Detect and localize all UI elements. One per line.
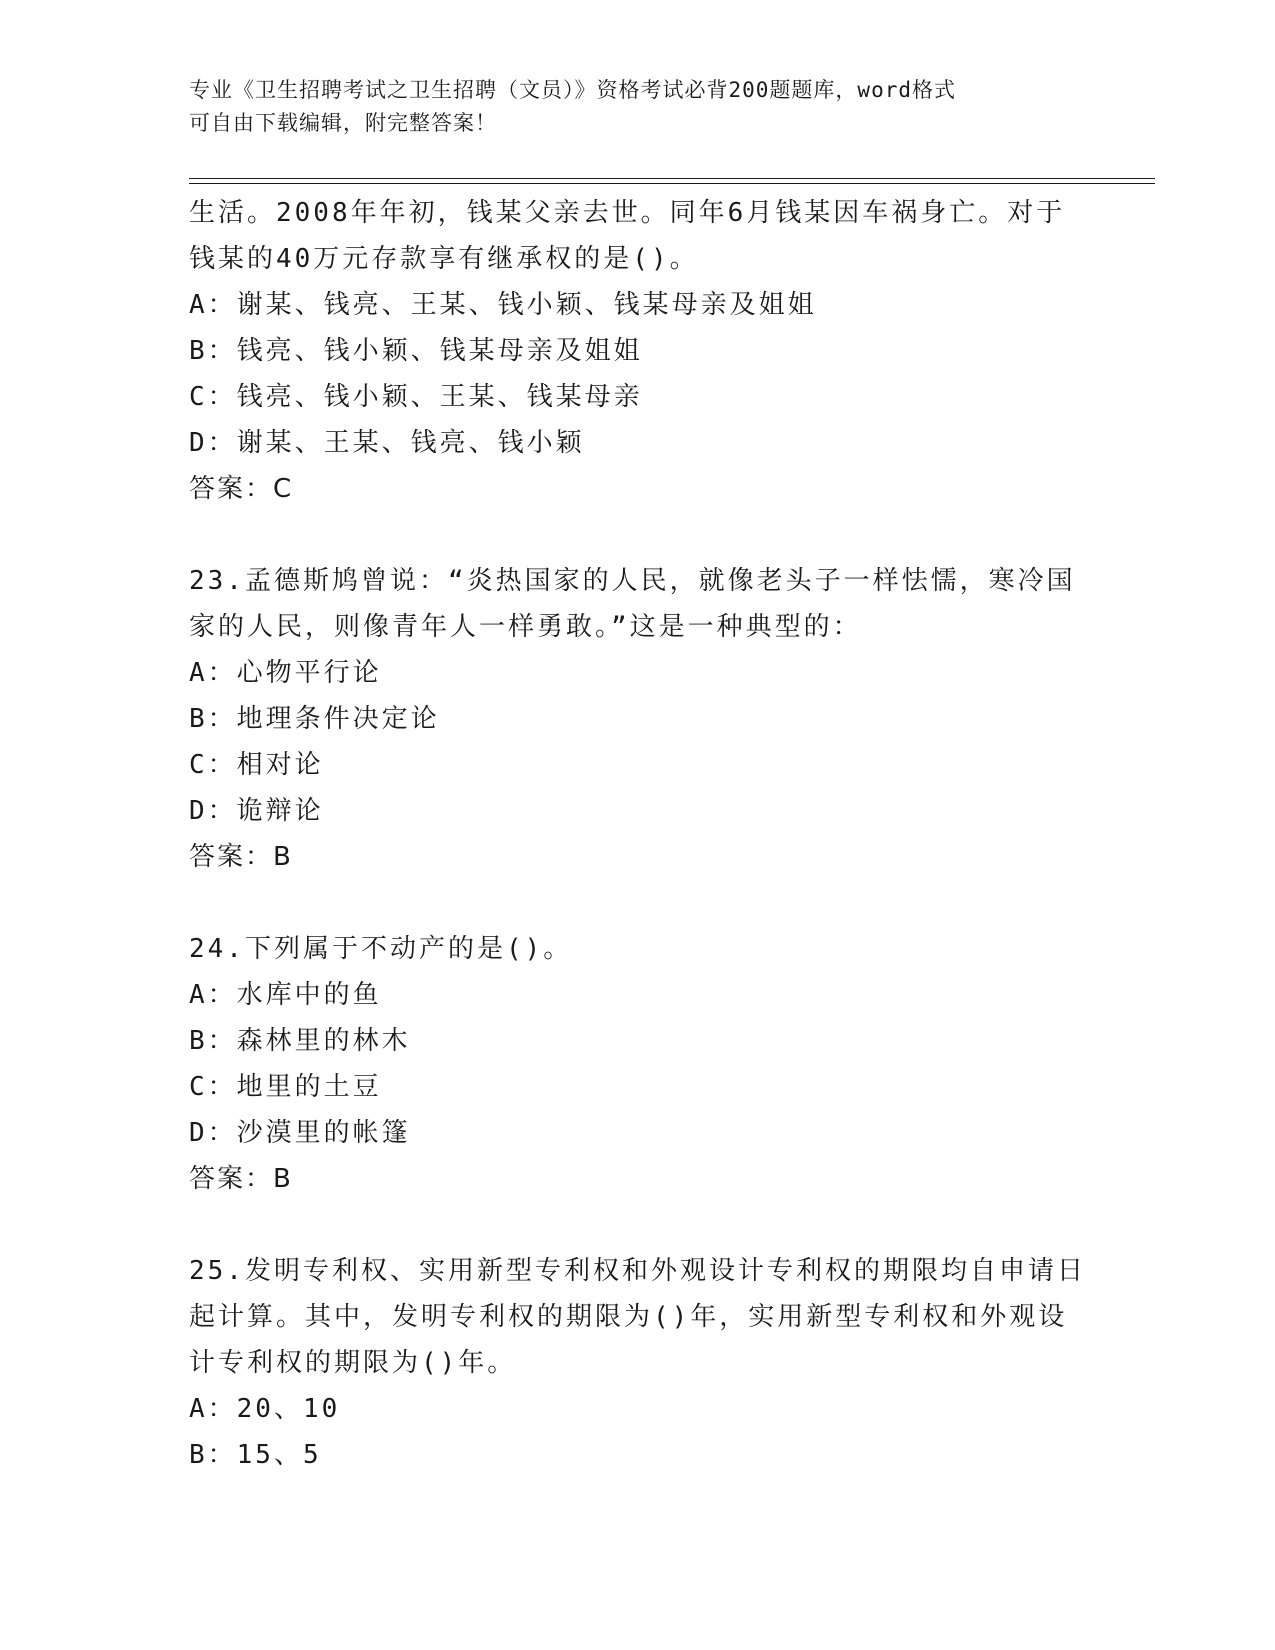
- header-divider-top: [189, 178, 1155, 179]
- option-a: A：谢某、钱亮、王某、钱小颖、钱某母亲及姐姐: [189, 290, 817, 320]
- question-25: [189, 1248, 1089, 1478]
- question-content: [189, 190, 1089, 1478]
- question-text-line: 计专利权的期限为()年。: [189, 1348, 517, 1378]
- option-b: B：15、5: [189, 1440, 322, 1470]
- spacer: [189, 1202, 1089, 1248]
- question-text-line: 25.发明专利权、实用新型专利权和外观设计专利权的期限均自申请日: [189, 1256, 1086, 1286]
- option-d: D：谢某、王某、钱亮、钱小颖: [189, 428, 585, 458]
- option-b: B：钱亮、钱小颖、钱某母亲及姐姐: [189, 336, 643, 366]
- question-24: [189, 926, 1089, 1202]
- answer-label: 答案：B: [189, 842, 293, 872]
- question-text-line: 生活。2008年年初，钱某父亲去世。同年6月钱某因车祸身亡。对于: [189, 198, 1066, 228]
- question-text-line: 钱某的40万元存款享有继承权的是()。: [189, 244, 699, 274]
- header-divider-bottom: [189, 183, 1155, 184]
- option-a: A：20、10: [189, 1394, 341, 1424]
- option-a: A：心物平行论: [189, 658, 382, 688]
- question-22: [189, 190, 1089, 512]
- option-d: D：诡辩论: [189, 796, 324, 826]
- question-text-line: 23.孟德斯鸠曾说：“炎热国家的人民，就像老头子一样怯懦，寒冷国: [189, 566, 1076, 596]
- spacer: [189, 512, 1089, 558]
- question-text-line: 24.下列属于不动产的是()。: [189, 934, 573, 964]
- option-d: D：沙漠里的帐篷: [189, 1118, 411, 1148]
- answer-label: 答案：C: [189, 474, 294, 504]
- option-a: A：水库中的鱼: [189, 980, 382, 1010]
- question-text-line: 家的人民，则像青年人一样勇敢。”这是一种典型的：: [189, 612, 862, 642]
- option-b: B：地理条件决定论: [189, 704, 440, 734]
- option-c: C：相对论: [189, 750, 324, 780]
- question-23: [189, 558, 1089, 880]
- header-title-line-2: 可自由下载编辑，附完整答案！: [189, 111, 497, 135]
- option-b: B：森林里的林木: [189, 1026, 411, 1056]
- document-header: [189, 74, 1089, 140]
- option-c: C：地里的土豆: [189, 1072, 382, 1102]
- spacer: [189, 880, 1089, 926]
- header-title-line-1: 专业《卫生招聘考试之卫生招聘（文员）》资格考试必背200题题库，word格式: [189, 78, 956, 102]
- option-c: C：钱亮、钱小颖、王某、钱某母亲: [189, 382, 643, 412]
- answer-label: 答案：B: [189, 1164, 293, 1194]
- question-text-line: 起计算。其中，发明专利权的期限为()年，实用新型专利权和外观设: [189, 1302, 1068, 1332]
